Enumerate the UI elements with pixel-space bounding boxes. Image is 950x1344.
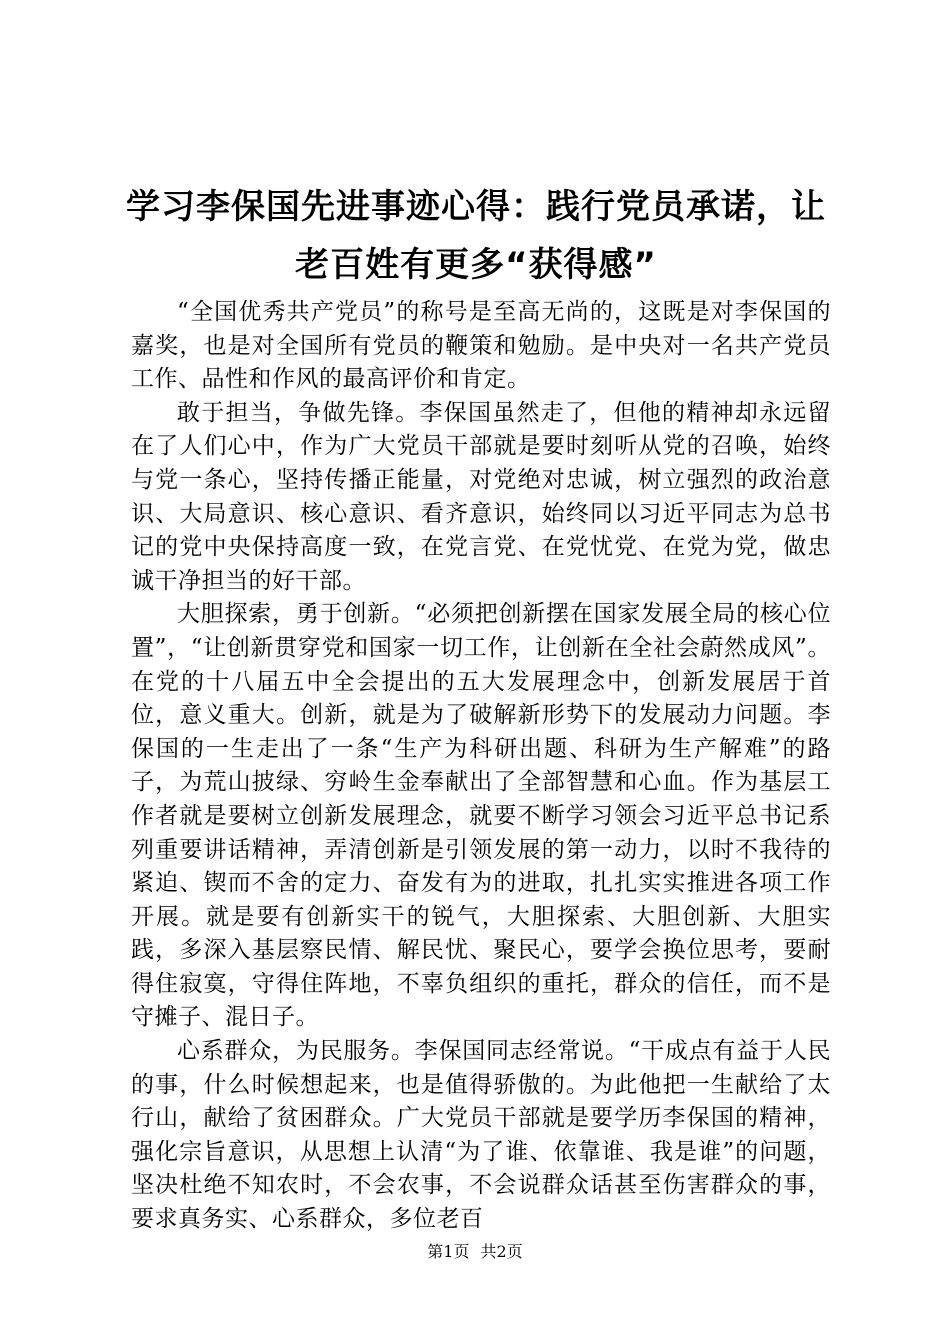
paragraph: 大胆探索，勇于创新。“必须把创新摆在国家发展全局的核心位置”，“让创新贯穿党和国家一切工作，让创新在全社会蔚然成风”。在党的十八届五中全会提出的五大发展理念中，创新发展居于首位，意义重大。创新，就是为了破解新形势下的发展动力问题。李保国的一生走出了一条“生产为科研出题、科研为生产解难”的路子，为荒山披绿、穷岭生金奉献出了全部智慧和心血。作为基层工作者就是要树立创新发展理念，就要不断学习领会习近平总书记系列重要讲话精神，弄清创新是引领发展的第一动力，以时不我待的紧迫、锲而不舍的定力、奋发有为的进取，扎扎实实推进各项工作开展。就是要有创新实干的锐气，大胆探索、大胆创新、大胆实践，多深入基层察民情、解民忧、聚民心，要学会换位思考，要耐得住寂寞，守得住阵地，不辜负组织的重托，群众的信任，而不是守摊子、混日子。 — [131, 601, 831, 1031]
paragraph: 心系群众，为民服务。李保国同志经常说。“干成点有益于人民的事，什么时候想起来，也是值得骄傲的。为此他把一生献给了太行山，献给了贫困群众。广大党员干部就是要学历李保国的精神，强化宗旨意识，从思想上认清“为了谁、依靠谁、我是谁”的问题，坚决杜绝不知农时，不会农事，不会说群众话甚至伤害群众的事，要求真务实、心系群众，多位老百 — [131, 1038, 831, 1233]
page-number: 第1页 — [427, 1242, 470, 1261]
paragraph: 敢于担当，争做先锋。李保国虽然走了，但他的精神却永远留在了人们心中，作为广大党员干部就是要时刻听从党的召唤，始终与党一条心，坚持传播正能量，对党绝对忠诚，树立强烈的政治意识、大局意识、核心意识、看齐意识，始终同以习近平同志为总书记的党中央保持高度一致，在党言党、在党忧党、在党为党，做忠诚干净担当的好干部。 — [131, 399, 831, 594]
document-title: 学习李保国先进事迹心得：践行党员承诺，让老百姓有更多“获得感” — [126, 187, 826, 285]
page-total: 共2页 — [480, 1242, 523, 1261]
paragraph: “全国优秀共产党员”的称号是至高无尚的，这既是对李保国的嘉奖，也是对全国所有党员的鞭策和勉励。是中央对一名共产党员工作、品性和作风的最高评价和肯定。 — [131, 299, 831, 393]
page-footer — [0, 1241, 950, 1263]
document-body — [131, 296, 831, 1237]
